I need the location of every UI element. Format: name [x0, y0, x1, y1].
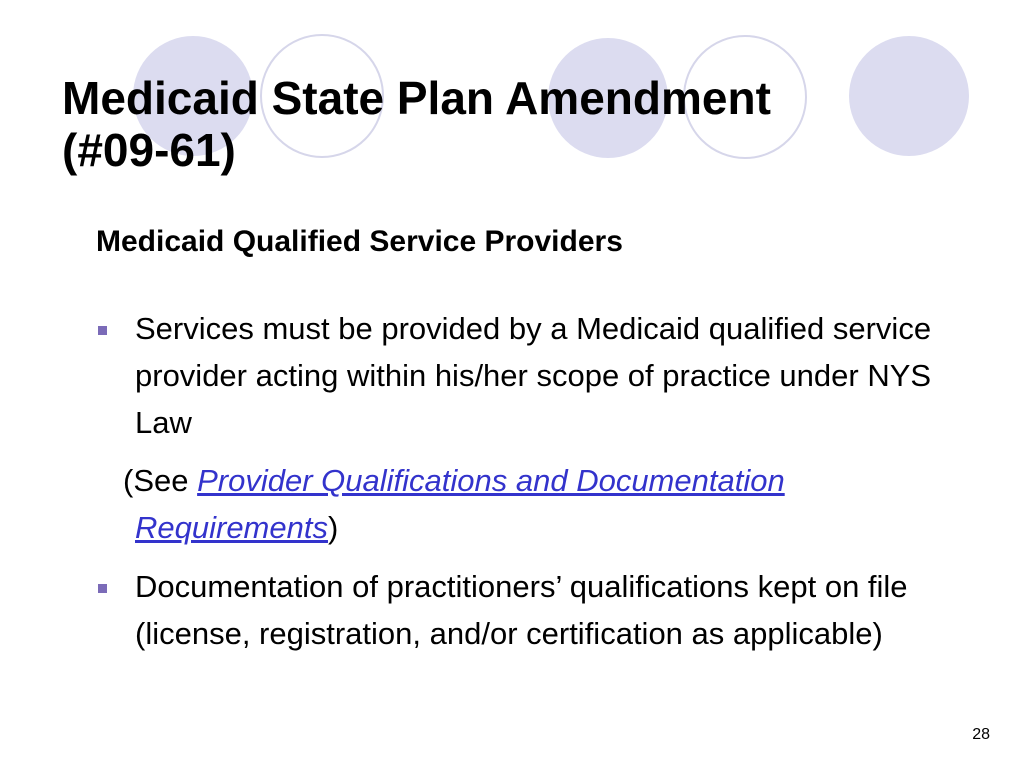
bullet-square-icon: [98, 326, 107, 335]
slide-subtitle: Medicaid Qualified Service Providers: [96, 225, 623, 258]
slide-title-line-2: (#09-61): [62, 124, 236, 176]
requirements-link[interactable]: Requirements: [135, 510, 328, 545]
reference-suffix: ): [327, 510, 339, 545]
reference-line-2: [123, 504, 1003, 551]
provider-qualifications-link[interactable]: Provider Qualifications and Documentation: [197, 463, 785, 498]
slide-title: [62, 72, 962, 176]
reference-prefix: (See: [123, 463, 198, 498]
slide-title-line-1: Medicaid State Plan Amendment: [62, 72, 771, 124]
bullet-item-2: Documentation of practitioners’ qualifications kept on file (license, registration, and/or certification as applicable): [135, 569, 908, 651]
reference-note: [123, 457, 1003, 551]
bullet-item-1: Services must be provided by a Medicaid qualified service provider acting within his/her scope of practice under NYS Law: [135, 311, 932, 440]
page-number: 28: [972, 726, 990, 743]
bullet-square-icon: [98, 584, 107, 593]
